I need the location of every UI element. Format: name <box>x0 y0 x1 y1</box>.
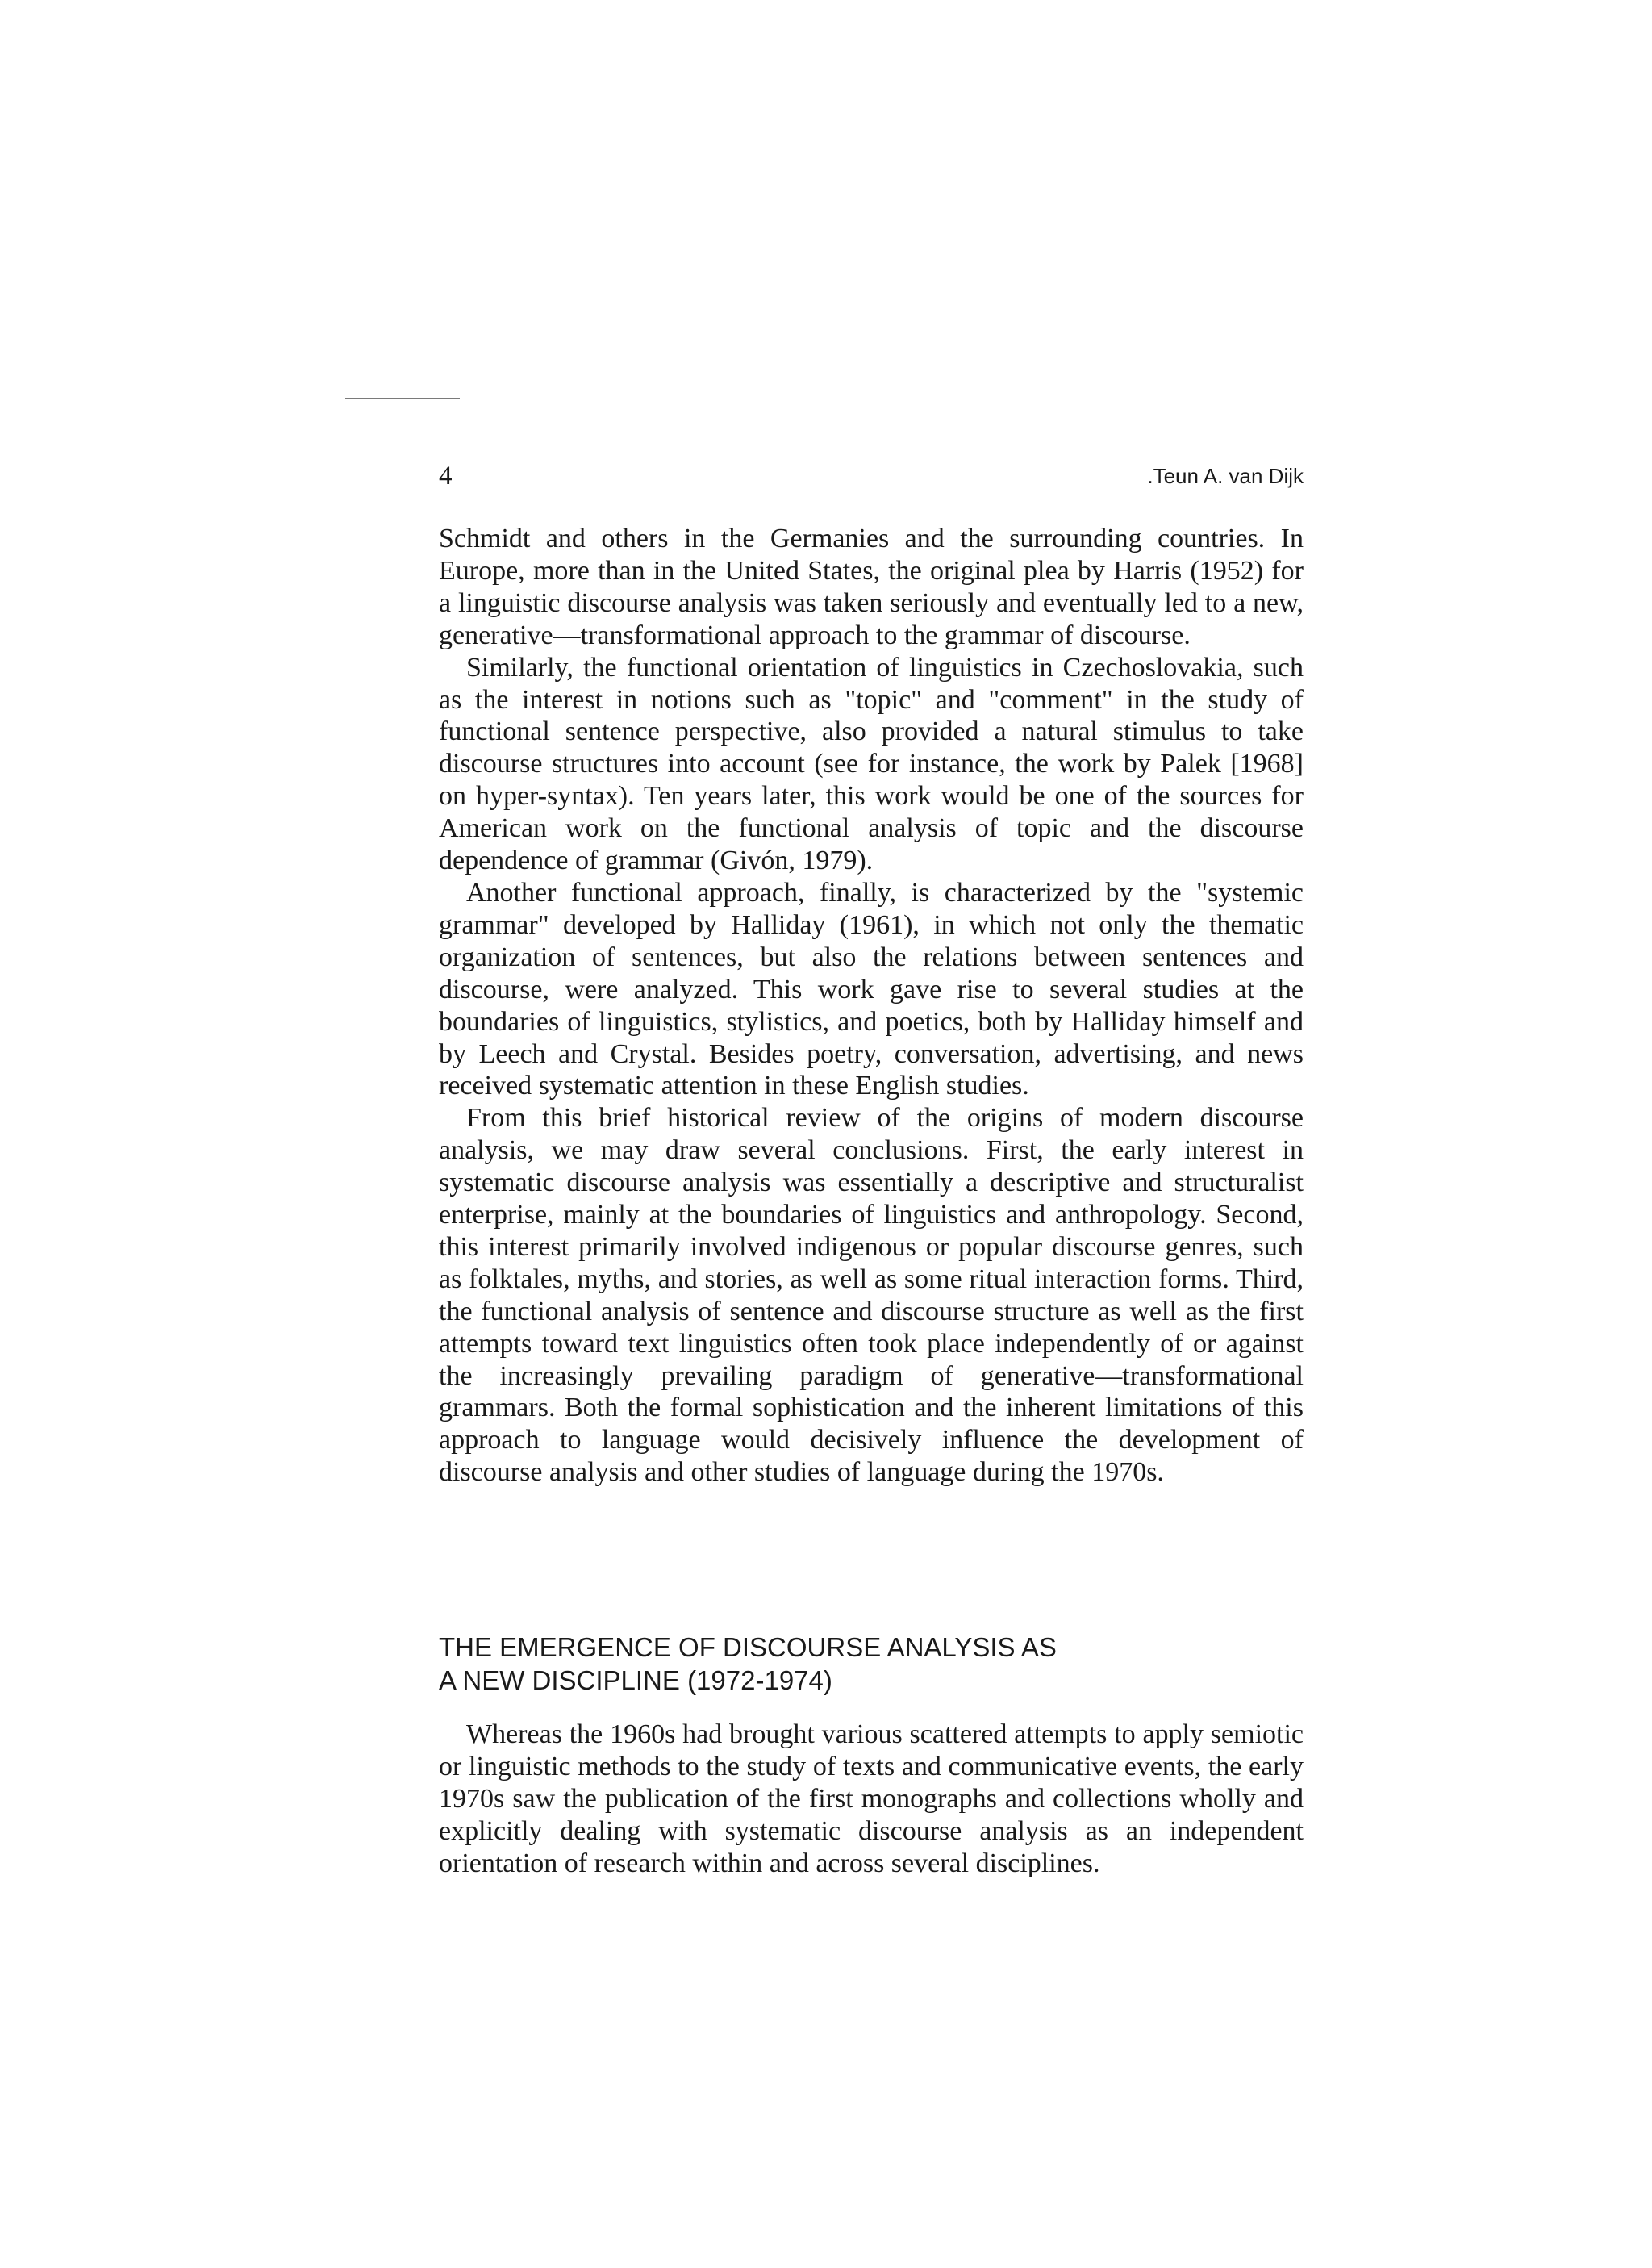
paragraph-1: Schmidt and others in the Germanies and the surrounding countries. In Europe, more than in the United States, the original plea by Harris (1952) for a linguistic discourse analysis was taken seriously and eventually led to a new, generative—transformational approach to the grammar of discourse. <box>439 524 1304 650</box>
section-heading: THE EMERGENCE OF DISCOURSE ANALYSIS AS A NEW DISCIPLINE (1972-1974) <box>439 1632 1057 1695</box>
page-header <box>439 460 1304 492</box>
paragraph-2: Similarly, the functional orientation of linguistics in Czechoslovakia, such as the interest in notions such as "topic" and "comment" in the study of functional sentence perspective, also provided a natural stimulus to take discourse structures into account (see for instance, the work by Palek [1968] on hyper-syntax). Ten years later, this work would be one of the sources for American work on the functional analysis of topic and the discourse dependence of grammar (Givón, 1979). <box>439 652 1304 876</box>
running-head: .Teun A. van Dijk <box>1147 464 1304 488</box>
paragraph-3: Another functional approach, finally, is characterized by the "systemic grammar" developed by Halliday (1961), in which not only the thematic organization of sentences, but also the relations between sentences and discourse, were analyzed. This work gave rise to several studies at the boundaries of linguistics, stylistics, and poetics, both by Halliday himself and by Leech and Crystal. Besides poetry, conversation, advertising, and news received systematic attention in these English studies. <box>439 877 1304 1101</box>
section-body-text <box>439 1719 1304 1880</box>
page-number: 4 <box>439 462 453 491</box>
section-paragraph-1: Whereas the 1960s had brought various scattered attempts to apply semiotic or linguistic methods to the study of texts and communicative events, the early 1970s saw the publication of the first monographs and collections wholly and explicitly dealing with systematic discourse analysis as an independent orientation of research within and across several disciplines. <box>439 1719 1304 1878</box>
paragraph-4: From this brief historical review of the origins of modern discourse analysis, we may draw several conclusions. First, the early interest in systematic discourse analysis was essentially a descriptive and structuralist enterprise, mainly at the boundaries of linguistics and anthropology. Second, this interest primarily involved indigenous or popular discourse genres, such as folktales, myths, and stories, as well as some ritual interaction forms. Third, the functional analysis of sentence and discourse structure as well as the first attempts toward text linguistics often took place independently of or against the increasingly prevailing paradigm of generative—transformational grammars. Both the formal sophistication and the inherent limitations of this approach to language would decisively influence the development of discourse analysis and other studies of language during the 1970s. <box>439 1103 1304 1488</box>
top-rule <box>345 398 460 399</box>
body-text <box>439 523 1304 1489</box>
